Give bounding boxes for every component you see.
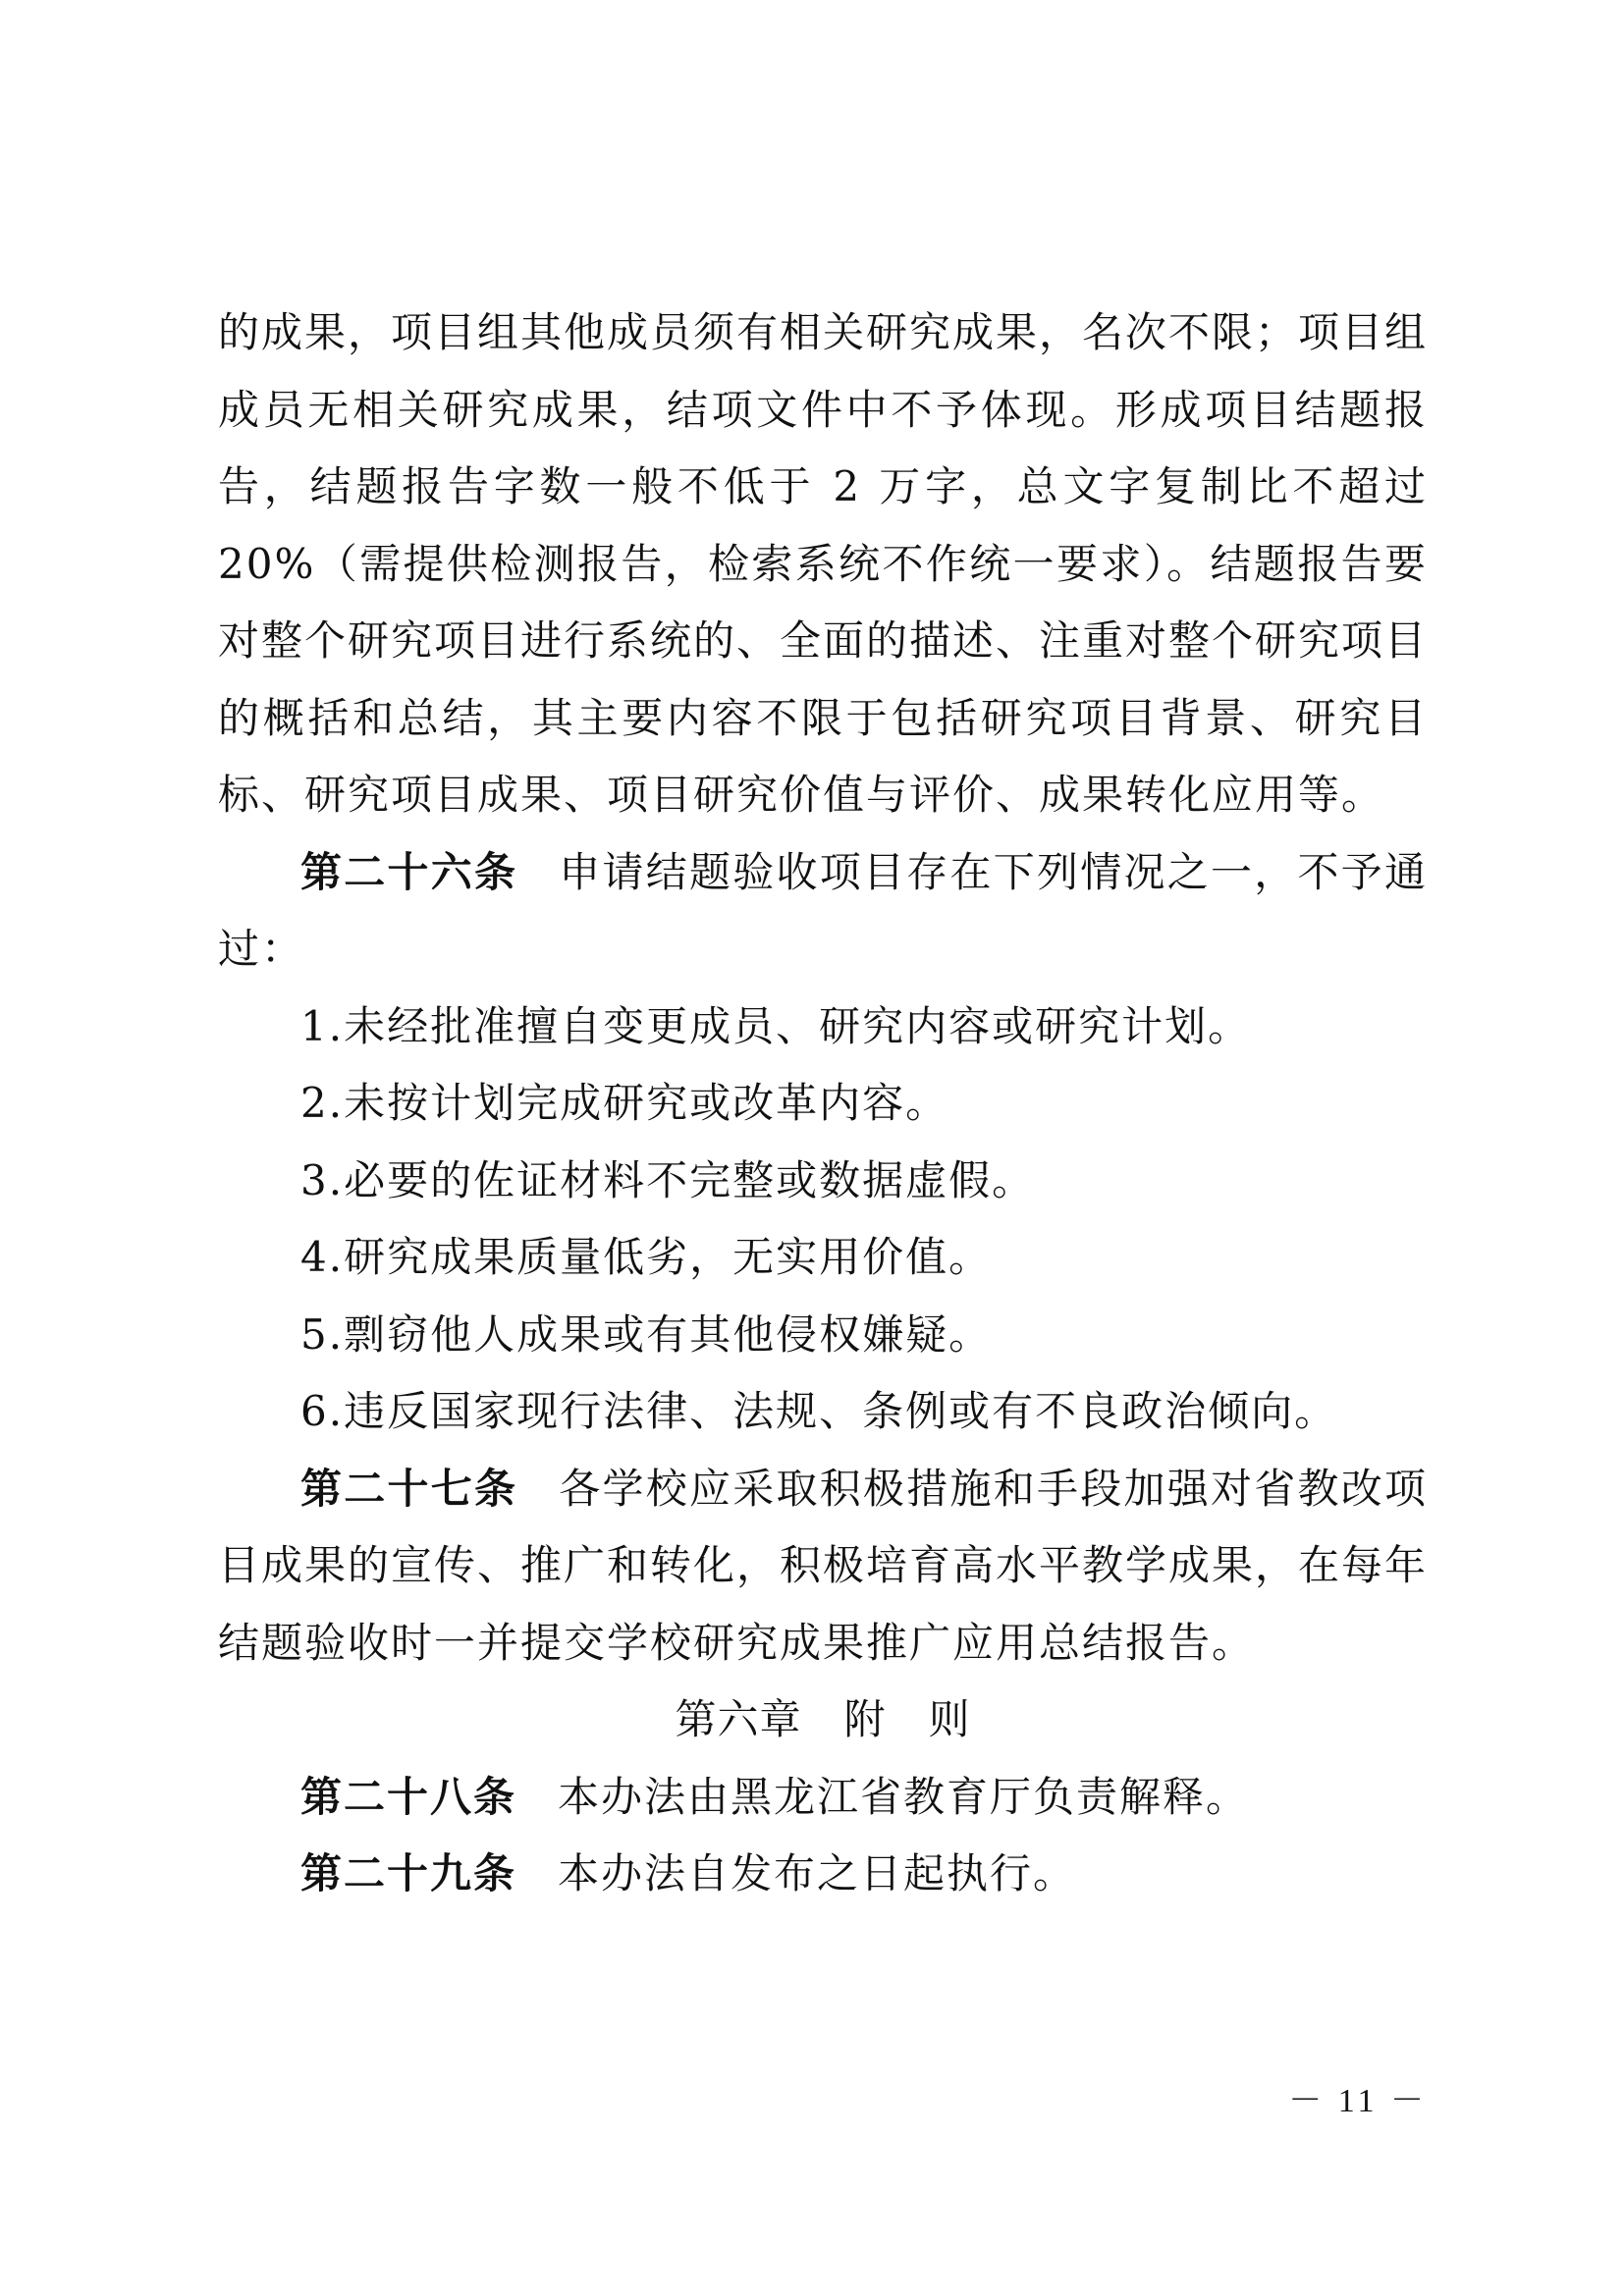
- article-26-item-4: 4.研究成果质量低劣，无实用价值。: [300, 1233, 993, 1281]
- article-26-item-2: 2.未按计划完成研究或改革内容。: [300, 1079, 949, 1127]
- article-29-text: 本办法自发布之日起执行。: [558, 1849, 1077, 1897]
- continuation-paragraph: 的成果，项目组其他成员须有相关研究成果，名次不限；项目组成员无相关研究成果，结项文件中不予体现。形成项目结题报告，结题报告字数一般不低于 2 万字，总文字复制比不超过 20%（需提供检测报告，检索系统不作统一要求）。结题报告要对整个研究项目进行系统的、全面的描述、注重对整个研究项目的概括和总结，其主要内容不限于包括研究项目背景、研究目标、研究项目成果、项目研究价值与评价、成果转化应用等。: [218, 308, 1429, 819]
- article-26-item-1: 1.未经批准擅自变更成员、研究内容或研究计划。: [300, 1001, 1252, 1050]
- document-body: [218, 294, 1428, 1913]
- article-26-text: 申请结题验收项目存在下列情况之一，不予通过：: [218, 847, 1428, 973]
- article-26-item-6: 6.违反国家现行法律、法规、条例或有不良政治倾向。: [300, 1387, 1338, 1435]
- article-28-text: 本办法由黑龙江省教育厅负责解释。: [558, 1772, 1250, 1821]
- article-27: [218, 1451, 1428, 1682]
- article-26: [218, 834, 1428, 988]
- article-26-item-5: 5.剽窃他人成果或有其他侵权嫌疑。: [300, 1309, 993, 1359]
- article-29: [218, 1836, 1428, 1913]
- article-26-number: 第二十六条: [300, 847, 518, 896]
- article-28: [218, 1759, 1428, 1837]
- article-26-item-3: 3.必要的佐证材料不完整或数据虚假。: [300, 1155, 1036, 1204]
- article-27-text: 各学校应采取积极措施和手段加强对省教改项目成果的宣传、推广和转化，积极培育高水平教学成果，在每年结题验收时一并提交学校研究成果推广应用总结报告。: [218, 1464, 1429, 1667]
- article-28-number: 第二十八条: [300, 1772, 517, 1821]
- article-27-number: 第二十七条: [300, 1464, 518, 1513]
- chapter-6-title: 第六章 附 则: [675, 1695, 971, 1743]
- article-29-number: 第二十九条: [300, 1849, 517, 1897]
- page-number: － 11 －: [1288, 2083, 1428, 2119]
